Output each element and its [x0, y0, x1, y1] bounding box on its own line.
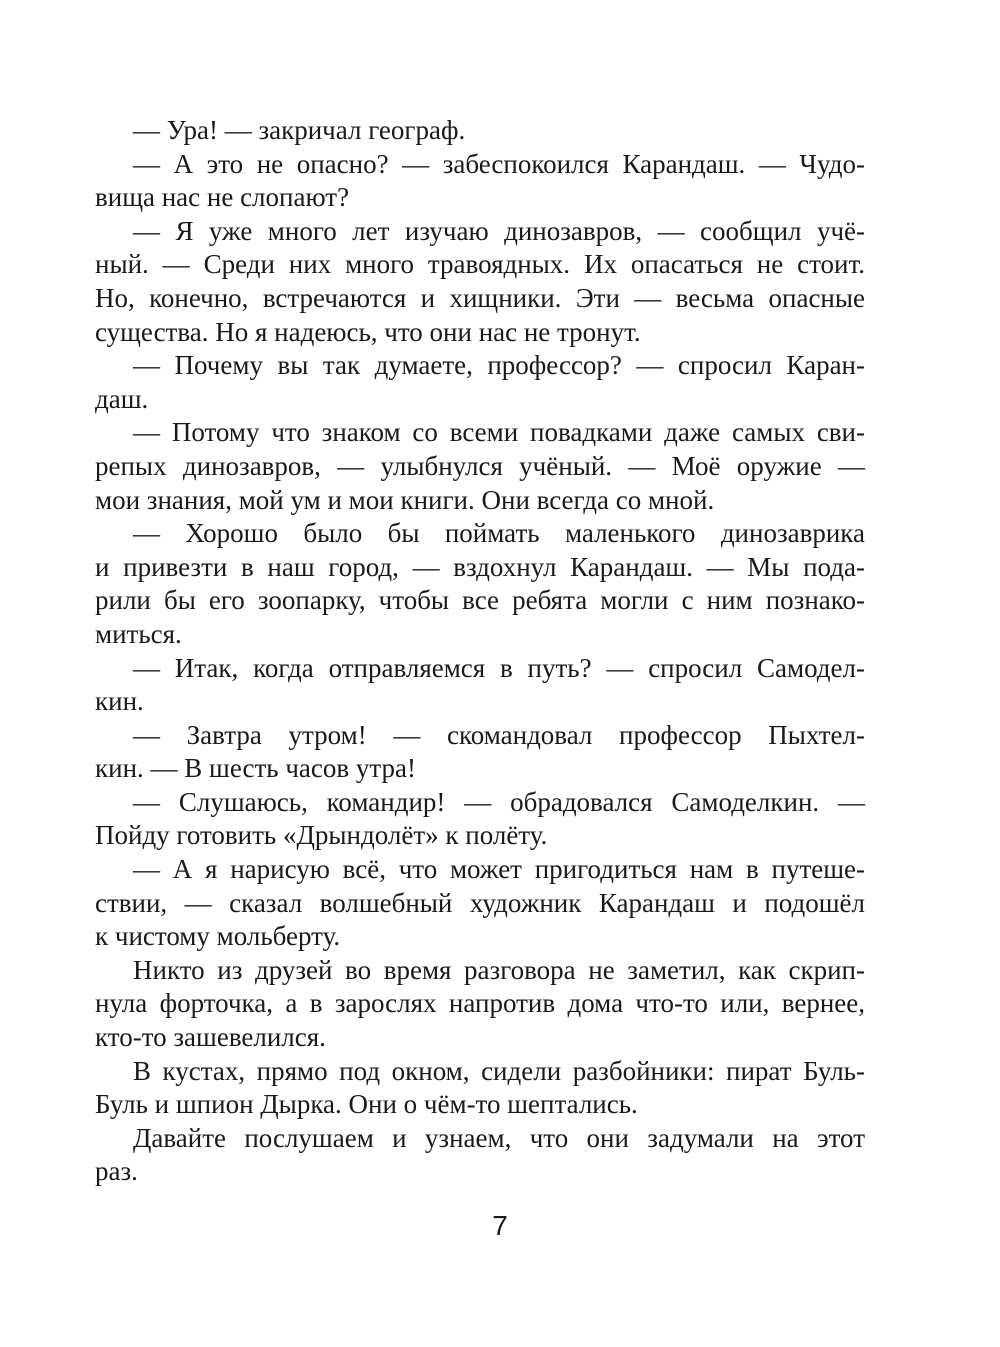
page-body — [95, 114, 865, 1189]
text-line-content: Пойду готовить «Дрындолёт» к полёту. — [95, 820, 548, 851]
text-line — [95, 887, 865, 921]
text-line-content: кин. — [95, 686, 144, 717]
text-line-content: — Ура! — закричал географ. — [133, 115, 466, 145]
text-line-content: — Потому что знаком со всеми повадками даже самых сви- — [133, 417, 865, 448]
text-line — [95, 181, 865, 215]
text-line-content: — Завтра утром! — скомандовал профессор Пыхтел- — [133, 719, 865, 750]
text-line — [95, 551, 865, 585]
text-line — [95, 517, 865, 551]
text-line — [95, 450, 865, 484]
text-line-content: нула форточка, а в зарослях напротив дома что-то или, вернее, — [95, 988, 865, 1019]
text-line — [95, 1122, 865, 1156]
text-line-content: кин. — В шесть часов утра! — [95, 753, 416, 784]
text-line-content: раз. — [95, 1156, 138, 1187]
text-line — [95, 316, 865, 350]
text-line-content: ствии, — сказал волшебный художник Карандаш и подошёл — [95, 887, 865, 918]
text-line-content: — А я нарисую всё, что может пригодиться нам в путеше- — [133, 854, 865, 885]
text-line — [95, 148, 865, 182]
text-line-content: к чистому мольберту. — [95, 921, 341, 952]
text-line — [95, 416, 865, 450]
text-line — [95, 1021, 865, 1055]
text-line-content: Никто из друзей во время разговора не заметил, как скрип- — [133, 954, 865, 985]
text-line-content: — Я уже много лет изучаю динозавров, — сообщил учё- — [133, 215, 865, 246]
text-line-content: Буль и шпион Дырка. Они о чём-то шептались. — [95, 1089, 638, 1120]
text-line — [95, 383, 865, 417]
text-line — [95, 618, 865, 652]
text-line-content: существа. Но я надеюсь, что они нас не тронут. — [95, 316, 641, 347]
text-line — [95, 719, 865, 753]
text-line — [95, 987, 865, 1021]
text-line — [95, 1088, 865, 1122]
page-number: 7 — [492, 1210, 508, 1241]
text-line — [95, 786, 865, 820]
text-line — [95, 1155, 865, 1189]
text-line — [95, 920, 865, 954]
text-line-content: — А это не опасно? — забеспокоился Карандаш. — Чудо- — [133, 148, 865, 179]
text-line — [95, 1055, 865, 1089]
text-line — [95, 248, 865, 282]
text-line-content: миться. — [95, 618, 182, 649]
text-line-content: даш. — [95, 383, 149, 414]
text-line-content: — Слушаюсь, командир! — обрадовался Самоделкин. — — [133, 786, 865, 817]
text-line — [95, 484, 865, 518]
text-line — [95, 215, 865, 249]
text-line — [95, 954, 865, 988]
text-line-content: — Почему вы так думаете, профессор? — спросил Каран- — [133, 350, 865, 381]
text-line-content: — Хорошо было бы поймать маленького динозаврика — [133, 518, 865, 549]
text-line — [95, 584, 865, 618]
text-line — [95, 819, 865, 853]
text-line-content: вища нас не слопают? — [95, 182, 350, 213]
text-line — [95, 282, 865, 316]
text-line-content: В кустах, прямо под окном, сидели разбойники: пират Буль- — [133, 1055, 865, 1086]
text-line — [95, 114, 865, 148]
text-line — [95, 853, 865, 887]
text-line-content: ный. — Среди них много травоядных. Их опасаться не стоит. — [95, 249, 865, 280]
text-line — [95, 652, 865, 686]
text-line-content: и привезти в наш город, — вздохнул Карандаш. — Мы пода- — [95, 551, 865, 582]
text-line-content: Давайте послушаем и узнаем, что они задумали на этот — [133, 1122, 865, 1153]
text-line-content: мои знания, мой ум и мои книги. Они всегда со мной. — [95, 484, 715, 515]
text-line-content: — Итак, когда отправляемся в путь? — спросил Самодел- — [133, 652, 865, 683]
text-line — [95, 752, 865, 786]
text-line-content: кто-то зашевелился. — [95, 1022, 326, 1053]
text-line-content: репых динозавров, — улыбнулся учёный. — Моё оружие — — [95, 450, 865, 481]
text-line — [95, 685, 865, 719]
text-line-content: рили бы его зоопарку, чтобы все ребята могли с ним познако- — [95, 585, 865, 616]
text-line — [95, 349, 865, 383]
text-line-content: Но, конечно, встречаются и хищники. Эти — весьма опасные — [95, 282, 865, 313]
